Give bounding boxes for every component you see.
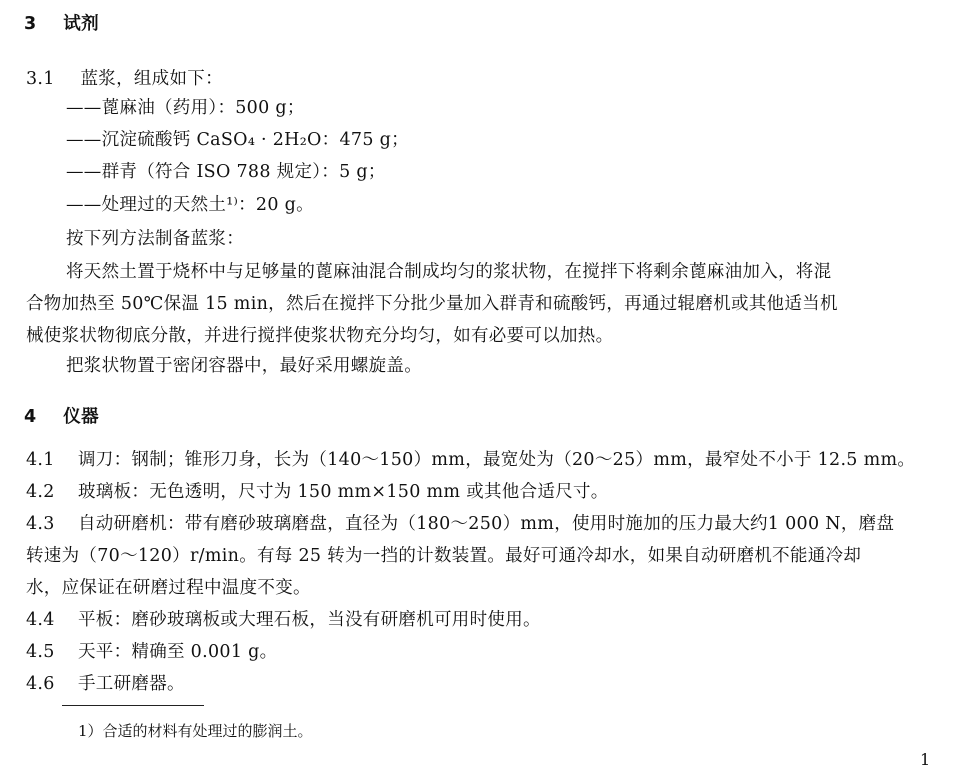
clause-text: 平板：磨砂玻璃板或大理石板，当没有研磨机可用时使用。 [78, 610, 541, 630]
clause-4-6 [26, 673, 185, 695]
paragraph-line: 械使浆状物彻底分散，并进行搅拌使浆状物充分均匀，如有必要可以加热。 [26, 326, 614, 346]
storage-note: 把浆状物置于密闭容器中，最好采用螺旋盖。 [66, 356, 422, 376]
clause-4-3 [26, 513, 894, 535]
clause-number: 4.4 [26, 610, 55, 630]
method-intro: 按下列方法制备蓝浆： [66, 229, 244, 249]
clause-number: 4.2 [26, 482, 55, 502]
section-number: 4 [24, 407, 37, 427]
clause-number: 4.1 [26, 450, 55, 470]
list-item: ——蓖麻油（药用）：500 g； [66, 98, 305, 118]
clause-text: 调刀：钢制；锥形刀身，长为（140～150）mm，最宽处为（20～25）mm，最窄处不小于 12.5 mm。 [78, 450, 916, 470]
footnote-divider [62, 705, 204, 706]
clause-text: 手工研磨器。 [78, 674, 185, 694]
paragraph-line: 合物加热至 50℃保温 15 min，然后在搅拌下分批少量加入群青和硫酸钙，再通过辊磨机或其他适当机 [26, 294, 838, 314]
clause-number: 3.1 [26, 69, 55, 89]
page-number: 1 [920, 750, 931, 769]
list-item: ——处理过的天然土¹⁾：20 g。 [66, 195, 314, 215]
clause-4-4 [26, 609, 541, 631]
paragraph-line: 将天然土置于烧杯中与足够量的蓖麻油混合制成均匀的浆状物，在搅拌下将剩余蓖麻油加入，将混 [66, 262, 832, 282]
clause-3-1 [26, 68, 223, 90]
clause-number: 4.3 [26, 514, 55, 534]
clause-number: 4.6 [26, 674, 55, 694]
list-item: ——群青（符合 ISO 788 规定）：5 g； [66, 162, 386, 182]
clause-4-3-cont: 水，应保证在研磨过程中温度不变。 [26, 578, 311, 598]
section-title: 仪器 [63, 407, 99, 427]
clause-4-3-cont: 转速为（70～120）r/min。有每 25 转为一挡的计数装置。最好可通冷却水，如果自动研磨机不能通冷却 [26, 546, 862, 566]
clause-4-1 [26, 449, 915, 471]
footnote: 1）合适的材料有处理过的膨润土。 [78, 722, 313, 740]
section-3-heading [24, 13, 99, 35]
section-4-heading [24, 406, 99, 428]
list-item: ——沉淀硫酸钙 CaSO₄ · 2H₂O：475 g； [66, 130, 409, 150]
clause-text: 玻璃板：无色透明，尺寸为 150 mm×150 mm 或其他合适尺寸。 [78, 482, 609, 502]
clause-text: 自动研磨机：带有磨砂玻璃磨盘，直径为（180～250）mm，使用时施加的压力最大约1 000 N，磨盘 [78, 514, 895, 534]
clause-title: 蓝浆，组成如下： [80, 69, 223, 89]
section-number: 3 [24, 14, 37, 34]
clause-number: 4.5 [26, 642, 55, 662]
clause-4-5 [26, 641, 277, 663]
clause-4-2 [26, 481, 609, 503]
section-title: 试剂 [63, 14, 99, 34]
clause-text: 天平：精确至 0.001 g。 [78, 642, 278, 662]
